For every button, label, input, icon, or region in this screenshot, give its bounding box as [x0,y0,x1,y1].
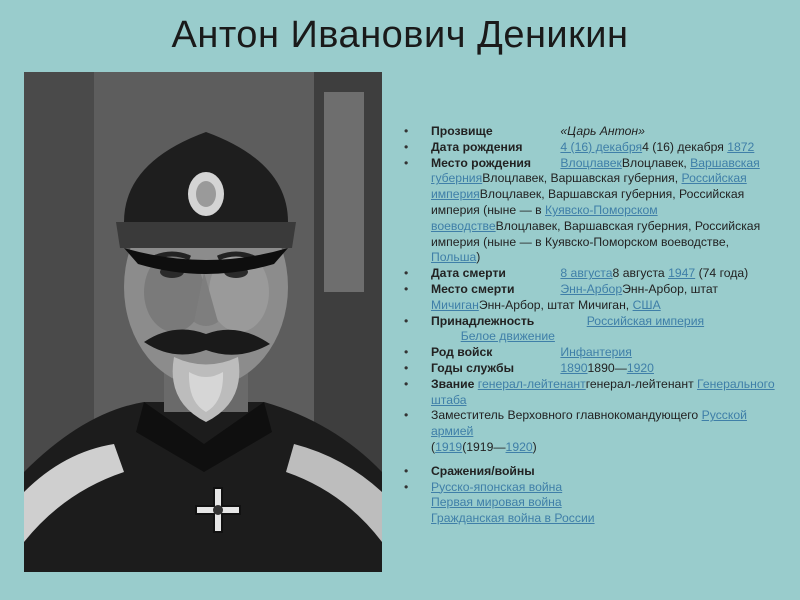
death-place-text-2: Энн-Арбор, штат Мичиган, [478,297,630,312]
usa-link[interactable]: США [632,297,661,312]
russian-empire-link[interactable]: Российская империя [431,171,747,202]
death-date-link[interactable]: 8 августа [560,266,613,281]
death-age: (74 года) [698,266,749,281]
death-date-text: 8 августа [612,266,665,281]
birth-date-label: Дата рождения [431,139,523,154]
position-paren-open: ( [431,439,436,454]
general-staff-link[interactable]: Генерального штаба [431,376,775,407]
russian-empire-affiliation-link[interactable]: Российская империя [586,313,705,328]
birth-place-text-1: Влоцлавек, [621,155,687,170]
position-text: Заместитель Верховного главнокомандующего [431,408,699,423]
russian-civil-war-link[interactable]: Гражданская война в России [431,511,595,526]
birth-place-label: Место рождения [431,155,532,170]
year-1919-link[interactable]: 1919 [435,439,463,454]
nickname-label: Прозвище [431,124,493,138]
white-movement-link[interactable]: Белое движение [460,329,555,344]
affiliation-label: Принадлежность [431,313,535,328]
rank-text: генерал-лейтенант [585,376,694,391]
branch-label: Род войск [431,345,493,360]
russo-japanese-war-link[interactable]: Русско-японская война [431,479,563,494]
birth-date-row [404,140,776,156]
portrait-photo [24,72,382,572]
rank-label: Звание [431,376,475,391]
battles-list-row [404,480,776,527]
death-date-row [404,266,776,282]
year-1920-link[interactable]: 1920 [626,360,654,375]
year-1890-link[interactable]: 1890 [560,360,588,375]
death-place-label: Место смерти [431,281,515,296]
position-years-text: (1919— [462,439,506,454]
position-paren-close: ) [532,439,537,454]
service-years-row [404,361,776,377]
birth-date-text: 4 (16) декабря [642,139,724,154]
warsaw-governorate-link[interactable]: Варшавская губерния [431,155,760,186]
birth-place-text-3: Влоцлавек, Варшавская губерния, Российская империя (ныне — в [431,187,745,217]
nickname-row [404,124,776,140]
infobox [404,124,776,527]
branch-row [404,345,776,361]
service-years-text: 1890— [587,360,627,375]
lieutenant-general-link[interactable]: генерал-лейтенант [477,376,586,391]
death-year-link[interactable]: 1947 [668,266,696,281]
michigan-link[interactable]: Мичиган [431,297,479,312]
death-place-text-1: Энн-Арбор, штат [622,281,718,296]
world-war-i-link[interactable]: Первая мировая война [431,495,562,510]
wloclawek-link[interactable]: Влоцлавек [560,155,622,170]
birth-place-text-4: Влоцлавек, Варшавская губерния, Российская империя (ныне — в Куявско-Поморском воеводстве, [431,218,761,249]
death-date-label: Дата смерти [431,266,506,281]
year-1920-position-link[interactable]: 1920 [505,439,533,454]
ann-arbor-link[interactable]: Энн-Арбор [560,281,623,296]
birth-date-link[interactable]: 4 (16) декабря [560,139,643,154]
position-row [404,408,776,455]
birth-year-link[interactable]: 1872 [727,139,755,154]
affiliation-row [404,314,776,346]
poland-link[interactable]: Польша [431,250,477,265]
portrait-illustration [24,72,382,572]
birth-place-text-5: ) [476,250,481,265]
battles-label: Сражения/войны [431,463,535,478]
infantry-link[interactable]: Инфантерия [560,345,632,360]
kuyavian-pomeranian-link[interactable]: Куявско-Поморском воеводстве [431,202,658,233]
rank-row [404,377,776,409]
birth-place-text-2: Влоцлавек, Варшавская губерния, [482,171,679,186]
nickname-value: «Царь Антон» [560,124,645,138]
battles-header-row [404,464,776,480]
russian-army-link[interactable]: Русской армией [431,408,747,439]
service-years-label: Годы службы [431,360,514,375]
death-place-row [404,282,776,314]
page-title: Антон Иванович Деникин [171,14,629,56]
birth-place-row [404,156,776,267]
